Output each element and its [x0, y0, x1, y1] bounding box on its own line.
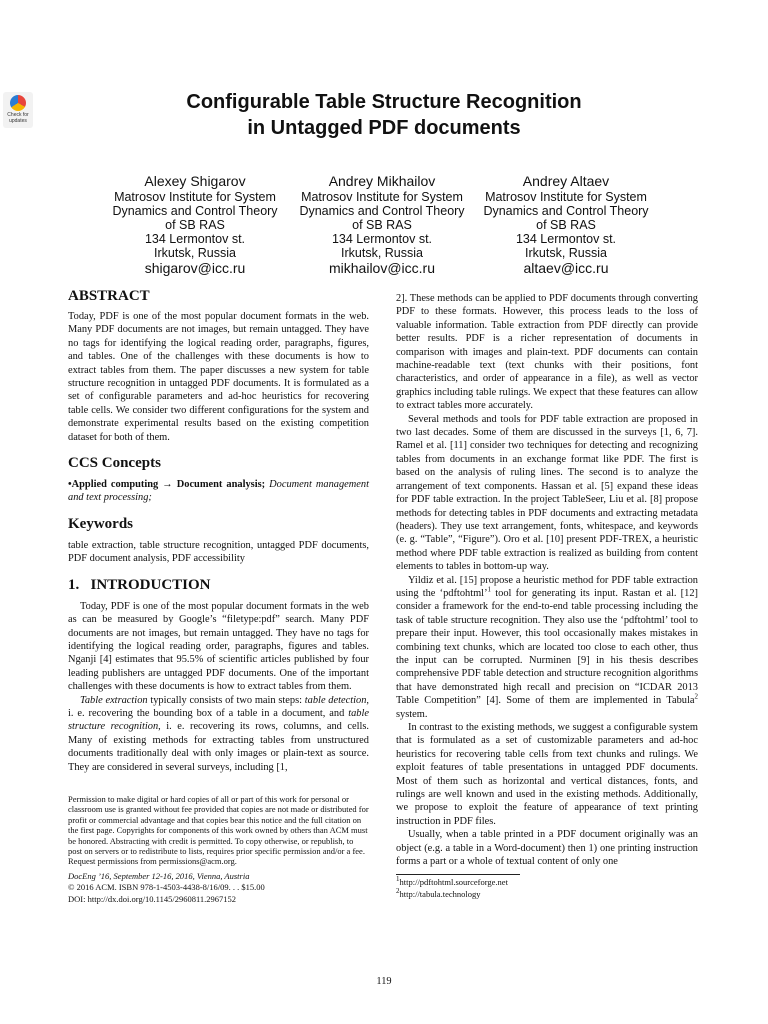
conference-line: DocEng ’16, September 12-16, 2016, Vienna, Austria	[68, 870, 250, 881]
doi-line[interactable]: DOI: http://dx.doi.org/10.1145/2960811.2967152	[68, 893, 237, 904]
author-affiliation: Dynamics and Control Theory	[112, 204, 278, 218]
paper-title	[0, 89, 768, 141]
author-affiliation: of SB RAS	[165, 218, 225, 232]
text-run: Yildiz et al. [15] propose a heuristic method for PDF table extraction using the ‘pdftohtml’	[396, 574, 698, 599]
title-line-2: in Untagged PDF documents	[247, 117, 521, 139]
term-table-extraction: Table extraction	[80, 694, 148, 706]
abstract-text: Today, PDF is one of the most popular document formats in the web. Many PDF documents are not images, but remain untagged. They have no tags for identifying the logical reading order, paragraphs, figures, and tables. One of the challenges with these documents is how to extract tables from them. The paper discusses a new system for table structure recognition in untagged PDF documents. It is formulated as a set of configurable parameters and ad-hoc heuristics for recovering table cells. We consider two different configurations for the system and demonstrate experimental results based on the existing competition dataset for both of them.	[68, 311, 369, 443]
text-run: tool for generating its input. Rastan et al. [12] consider a framework for the end-to-end table processing including the task of table structure recognition. They also use the ‘pdftohtml’ tool to prepare their input. However, this tool occasionally makes mistakes in combining text chunks, which are located too close to each other, thus the input can be corrupted. Nurminen [9] in his thesis describes comprehensive PDF table detection and structure recognition algorithms that have demonstrated high recall and precision on “ICDAR 2013 Table Competition” [4]. Some of them are implemented in Tabula	[396, 587, 698, 707]
author-affiliation: Matrosov Institute for System	[114, 190, 276, 204]
right-paragraph-2: Several methods and tools for PDF table extraction are proposed in two last decades. Some of them are discussed in the surveys [1, 6, 7]. Ramel et al. [11] consider two techniques for detecting and recognizing tables from documents in an exchange format like PDF. The first is based on the analysis of ruling lines. The second is to analyze the arrangement of text components. Hassan et al. [5] expand these ideas for PDF table extraction. In the project TableSeer, Liu et al. [8] propose methods for detecting tables in PDF documents and extracting metadata (headers). They use text arrangement, fonts, whitespace, and keywords (e. g. “Table”, “Figure”). Oro et al. [10] present PDF-TREX, a heuristic method where PDF table extraction is realized as building from content elements to tables in bottom-up way.	[396, 413, 698, 573]
author-name: Andrey Altaev	[522, 173, 610, 189]
intro-heading: 1. INTRODUCTION	[68, 576, 211, 593]
abstract-heading: ABSTRACT	[68, 288, 150, 304]
footnote-2	[396, 889, 698, 900]
author-affiliation: Matrosov Institute for System	[485, 190, 647, 204]
author-street: 134 Lermontov st.	[515, 232, 617, 246]
intro-paragraph-2	[68, 694, 369, 774]
keywords-heading: Keywords	[68, 515, 133, 532]
author-affiliation: of SB RAS	[352, 218, 412, 232]
footnote-divider	[396, 874, 520, 875]
text-run: typically consists of two main steps:	[147, 694, 305, 706]
author-city: Irkutsk, Russia	[154, 246, 236, 260]
text-run: , i. e. recovering the bounding box of a table in a document, and	[68, 694, 369, 719]
author-street: 134 Lermontov st.	[144, 232, 246, 246]
ccs-bold: •Applied computing → Document analysis;	[68, 479, 266, 491]
publication-info	[68, 871, 369, 906]
author-affiliation: Matrosov Institute for System	[301, 190, 463, 204]
left-column	[68, 287, 369, 905]
right-paragraph-1: 2]. These methods can be applied to PDF documents through converting PDF to these formats. However, this process leads to the loss of valuable information. Table extraction from PDF directly can provide better results. PDF is a richer representation of documents in comparison with images and plain-text. PDF documents can contain machine-readable text (text chunks with their positions, font characteristics, and order of appearance in a file), as well as vector graphics including table rulings. We expect that these features can allow to extract tables more accurately.	[396, 293, 698, 412]
author-street: 134 Lermontov st.	[331, 232, 433, 246]
author-2	[290, 172, 474, 276]
page-number: 119	[376, 976, 392, 987]
right-column	[396, 292, 698, 900]
footnote-link[interactable]: http://tabula.technology	[399, 888, 481, 899]
ccs-text	[68, 478, 369, 505]
author-affiliation: Dynamics and Control Theory	[483, 204, 649, 218]
term-table-detection: table detection	[304, 694, 367, 706]
author-email[interactable]: altaev@icc.ru	[523, 260, 609, 276]
title-line-1: Configurable Table Structure Recognition	[186, 91, 582, 113]
footnote-link[interactable]: http://pdftohtml.sourceforge.net	[399, 877, 508, 888]
author-email[interactable]: mikhailov@icc.ru	[328, 260, 435, 276]
right-paragraph-5: Usually, when a table printed in a PDF document originally was an object (e.g. a table in a Word-document) then 1) one printing instruction forms a part or a whole of textual content of only one	[396, 829, 698, 868]
author-name: Alexey Shigarov	[144, 173, 246, 189]
footnote-number: 2	[396, 887, 400, 896]
author-name: Andrey Mikhailov	[328, 173, 436, 189]
text-run: system.	[396, 708, 428, 720]
footnote-number: 1	[396, 875, 400, 884]
footnote-1	[396, 877, 698, 888]
term-table-structure-recognition: table structure recognition	[68, 707, 369, 733]
author-city: Irkutsk, Russia	[525, 246, 607, 260]
ccs-heading: CCS Concepts	[68, 455, 161, 472]
author-city: Irkutsk, Russia	[341, 246, 423, 260]
ccs-italic: Document management and text processing;	[68, 479, 369, 504]
footnote-ref-2: 2	[694, 692, 698, 701]
author-3	[474, 172, 658, 276]
footnote-ref-1: 1	[487, 585, 492, 594]
author-affiliation: of SB RAS	[536, 218, 596, 232]
permission-notice: Permission to make digital or hard copies of all or part of this work for personal or classroom use is granted without fee provided that copies are not made or distributed for profit or commercial advantage and that copies bear this notice and the full citation on the first page. Copyrights for components of this work owned by others than ACM must be honored. Abstracting with credit is permitted. To copy otherwise, or republish, to post on servers or to redistribute to lists, requires prior specific permission and/or a fee. Request permissions from permissions@acm.org.	[68, 793, 369, 867]
author-1	[103, 172, 287, 276]
right-paragraph-4: In contrast to the existing methods, we suggest a configurable system that is formulated as a set of customizable parameters and ad-hoc heuristics for recovering table cells from text chunks and rulings. We exploit features of table presentations in untagged PDF documents. Most of them such as horizontal and vertical distances, fonts, and rulings are well known and used in the existing methods. Additionally, we propose to exploit the feature of appearance of text printing instruction in PDF files.	[396, 722, 698, 827]
keywords-text: table extraction, table structure recognition, untagged PDF documents, PDF document analysis, PDF accessibility	[68, 539, 369, 565]
copyright-line: © 2016 ACM. ISBN 978-1-4503-4438-8/16/09. . . $15.00	[68, 882, 265, 893]
right-paragraph-3	[396, 574, 698, 721]
author-affiliation: Dynamics and Control Theory	[299, 204, 465, 218]
badge-label: Check for updates	[7, 112, 29, 124]
text-run: , i. e. recovering its rows, columns, and cells. Many of existing methods for extracting tables from unstructured documents traditionally deal with only images or plain-text as source. They are considered in several surveys, including [1,	[68, 721, 369, 773]
intro-paragraph-1: Today, PDF is one of the most popular document formats in the web as can be measured by Google’s “filetype:pdf” search. Many PDF documents are not images, but remain untagged. They have no tags for identifying the logical reading order, paragraphs, figures and tables. Nganji [4] estimates that 95.5% of scientific articles published by four leading publishers are untagged PDF documents. One of the important challenges with these documents is how to extract tables from them.	[68, 600, 369, 693]
author-email[interactable]: shigarov@icc.ru	[144, 260, 246, 276]
